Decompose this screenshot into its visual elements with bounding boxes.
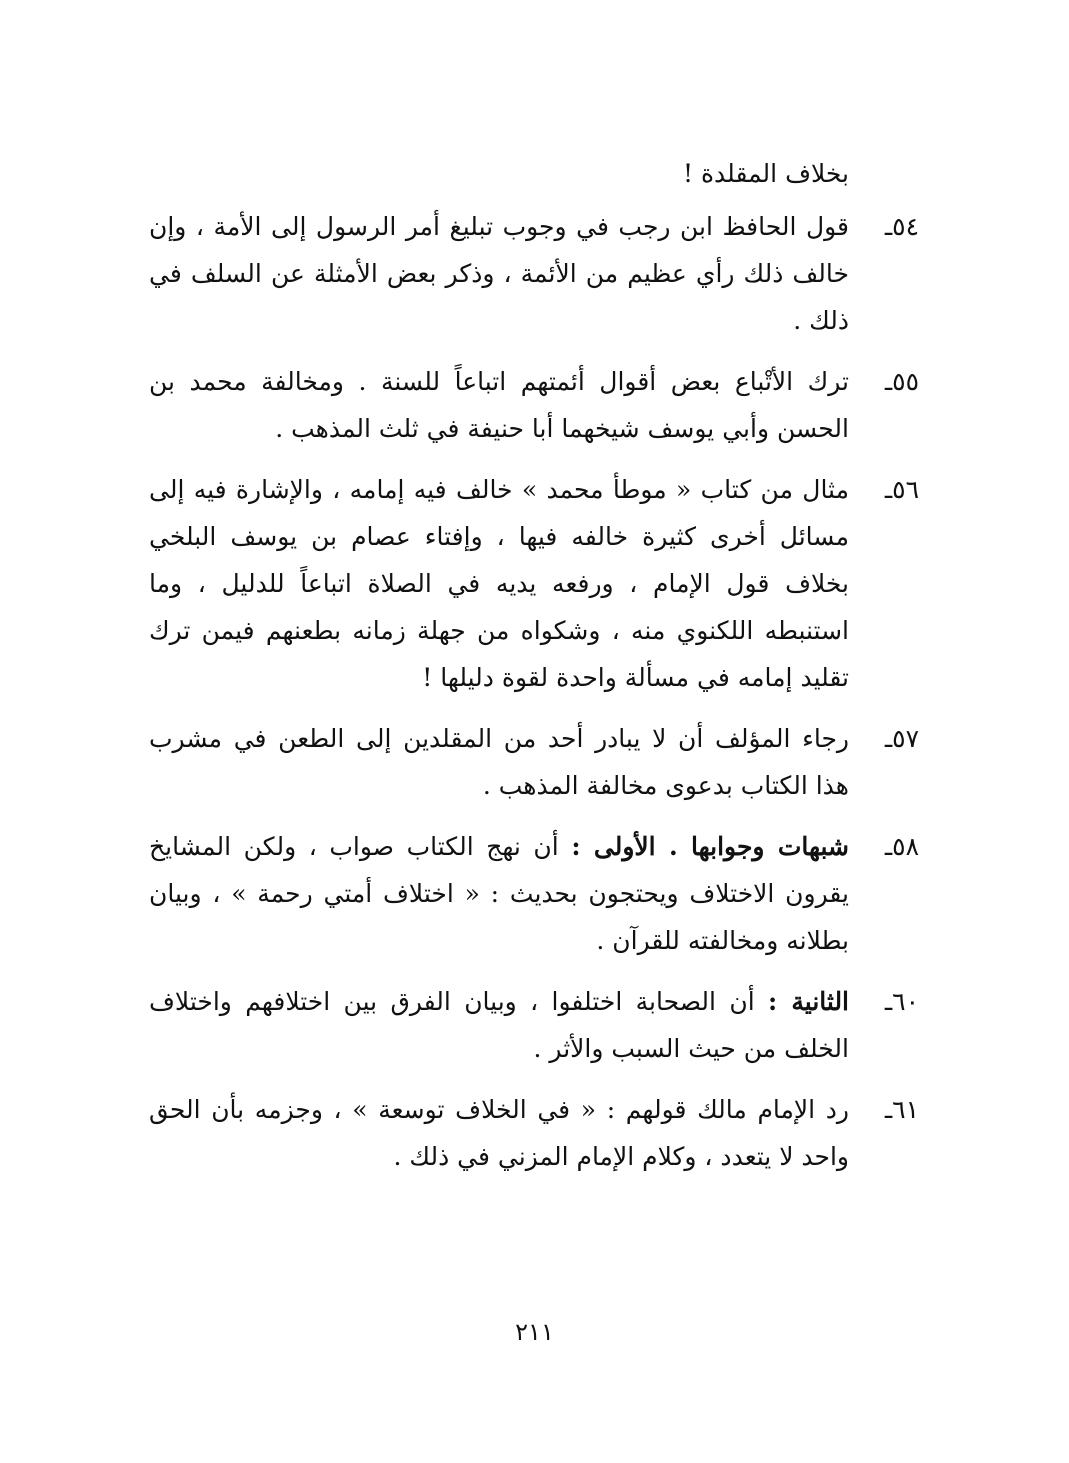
entry-body: رجاء المؤلف أن لا يبادر أحد من المقلدين إلى الطعن في مشرب هذا الكتاب بدعوى مخالفة المذهب .	[149, 724, 849, 800]
entry-body: أن نهج الكتاب صواب ، ولكن المشايخ يقرون الاختلاف ويحتجون بحديث : « اختلاف أمتي رحمة » ، وبيان بطلانه ومخالفته للقرآن .	[149, 832, 849, 955]
page-number: ٢١١	[515, 1318, 554, 1346]
entry-60	[149, 978, 919, 1072]
entry-body: أن الصحابة اختلفوا ، وبيان الفرق بين اختلافهم واختلاف الخلف من حيث السبب والأثر .	[149, 987, 849, 1063]
entry-number: ٥٦ـ	[884, 475, 919, 504]
entry-58	[149, 823, 919, 964]
entry-text	[149, 978, 849, 1072]
entry-55	[149, 358, 919, 452]
entry-body: رد الإمام مالك قولهم : « في الخلاف توسعة » ، وجزمه بأن الحق واحد لا يتعدد ، وكلام الإمام المزني في ذلك .	[149, 1095, 849, 1171]
entry-heading: شبهات وجوابها . الأولى :	[571, 832, 849, 861]
entry-text	[149, 823, 849, 964]
entry-heading: الثانية :	[768, 987, 850, 1016]
text-body	[149, 150, 919, 1194]
entry-number: ٦١ـ	[884, 1095, 919, 1124]
entry-54	[149, 203, 919, 344]
entry-body: ترك الأتْباع بعض أقوال أئمتهم اتباعاً للسنة . ومخالفة محمد بن الحسن وأبي يوسف شيخهما أبا حنيفة في ثلث المذهب .	[149, 367, 849, 443]
entry-number: ٥٤ـ	[884, 212, 919, 241]
entry-text	[149, 715, 849, 809]
entry-56	[149, 466, 919, 701]
entry-text	[149, 203, 849, 344]
entry-61	[149, 1086, 919, 1180]
entry-number: ٦٠ـ	[884, 987, 919, 1016]
entry-number: ٥٧ـ	[884, 724, 919, 753]
entry-text	[149, 1086, 849, 1180]
entry-number: ٥٥ـ	[884, 367, 919, 396]
entry-text	[149, 358, 849, 452]
entry-body: مثال من كتاب « موطأ محمد » خالف فيه إمامه ، والإشارة فيه إلى مسائل أخرى كثيرة خالفه فيها ، وإفتاء عصام بن يوسف البلخي بخلاف قول الإمام ، ورفعه يديه في الصلاة اتباعاً للدليل ، وما استنبطه اللكنوي منه ، وشكواه من جهلة زمانه بطعنهم فيمن ترك تقليد إمامه في مسألة واحدة لقوة دليلها !	[149, 475, 849, 692]
entry-57	[149, 715, 919, 809]
entry-text	[149, 466, 849, 701]
continuation-line: بخلاف المقلدة !	[682, 159, 849, 188]
entry-body: قول الحافظ ابن رجب في وجوب تبليغ أمر الرسول إلى الأمة ، وإن خالف ذلك رأي عظيم من الأئمة ، وذكر بعض الأمثلة عن السلف في ذلك .	[149, 212, 849, 335]
entry-number: ٥٨ـ	[884, 832, 919, 861]
